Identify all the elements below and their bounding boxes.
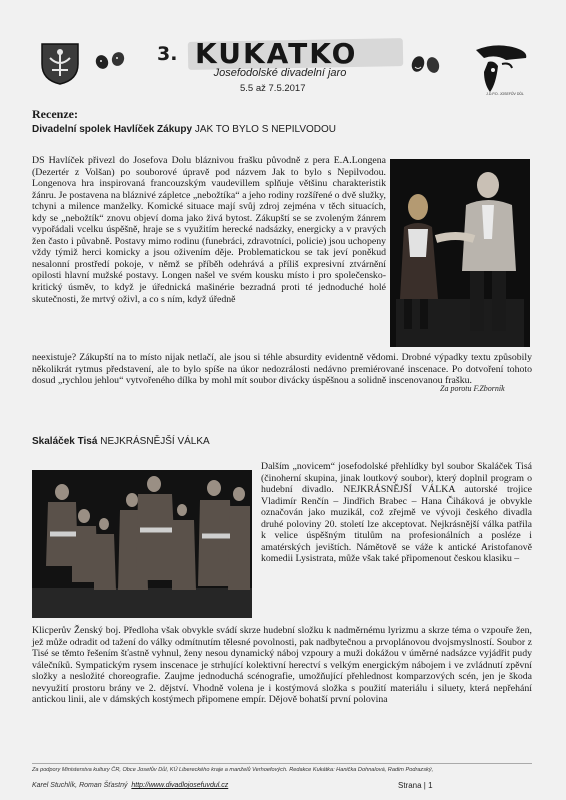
ensemble-name: Divadelní spolek Havlíček Zákupy xyxy=(32,124,193,135)
footer-credits: Za podpory Ministerstva kultury ČR, Obce Josefův Důl, KÚ Libereckého kraje a manželů Verhoefových. Redakce Kukátka: Hanička Dohnalová, Radim Podrazský, xyxy=(32,767,434,773)
play-title: NEJKRÁSNĚJŠÍ VÁLKA xyxy=(100,436,210,447)
article-body-continued: neexistuje? Zákupští na to místo nijak netlačí, ale jsou si téhle absurdity evidentně vědomi. Drobné výpadky textu způsobily několikrát rytmus představení, ale to bylo spíše na úkor nedozrálosti nedávno premiérované inscenace. Po dotvoření tohoto dosud „rychlou jehlou“ vytvořeného dílka by mohl mít soubor divácky úspěšnou a solidně inscenovanou frašku. xyxy=(32,352,532,387)
footer-divider xyxy=(32,763,532,764)
review-signature: Za porotu F.Zborník xyxy=(440,384,505,393)
article-body: DS Havlíček přivezl do Josefova Dolu bláznivou frašku původně z pera E.A.Longena (Dezertér z Volšan) po souborové úpravě pod názvem Jak to bylo s Nepilvodou. Longenova hra inspirovaná francouzským vaudevillem splňuje většinu charakteristik žánru. Je postavena na bláznivé zápletce „nebožtíka“ a jeho rodiny rozšířené o dvě služky, tchyni a milence manželky. Komické situace mají svůj zdroj zejména v těch situacích, kdy se „nebožtík“ znovu objeví doma jako živá bytost. Zákupští se se zvoleným žánrem vypořádali vcelku úspěšně, hraje se s využitím herecké nadsázky, energicky a v pravých žen často i půvabně. Postavy mimo rodinu (funebráci, zdravotníci, policie) jsou uchopeny vždy týmiž herci komicky a jsou oživením děje. Problematickou se tak jeví poněkud nesalonní prostředí pokoje, v němž se příběh odehrává a příliš expresivní ztvárnění opilosti hlavní mužské postavy. Longen našel ve svém kousku místo i pro společensko-kritický úsměv, to když je úřednická mašinérie bezradná proti té jednoduché holé skutečnosti, že mrtvý oživl, a co s ním, když úředně xyxy=(32,155,386,305)
performance-photo xyxy=(390,159,530,347)
footer-names xyxy=(32,782,228,789)
logo-caption: J.D.P.D. JOSEFŮV DŮL xyxy=(486,92,524,96)
issue-number: 3. xyxy=(157,43,178,65)
newsletter-title: KUKATKO xyxy=(195,37,358,70)
article-body: Dalším „novicem“ josefodolské přehlídky byl soubor Skaláček Tisá (činoherní skupina, jinak loutkový soubor), který doplnil program o hudební divadlo. NEJKRÁSNĚJŠÍ VÁLKA autorské trojice Vladimír Renčín – Jindřich Brabec – Hana Čiháková je obvykle označován jako muzikál, což zřejmě ve vývoji českého divadla druhé poloviny 20. století lze akceptovat. Nejkrásnější válka patřila k velice úspěšným titulům na profesionálních a posléze i amatérských jevištích. Námětově se váže k antické Aristofanově komedii Lysistrata, může však také připomenout českou klasiku – xyxy=(261,461,532,565)
website-link[interactable]: http://www.divadlojosefuvdul.cz xyxy=(131,782,229,789)
theatre-masks-icon xyxy=(92,50,132,70)
section-label: Recenze: xyxy=(32,107,78,121)
festival-logo-icon xyxy=(466,40,536,100)
article-heading xyxy=(32,436,210,447)
editor-names: Karel Stuchlík, Roman Šťastný xyxy=(32,782,128,789)
ensemble-name: Skaláček Tisá xyxy=(32,436,98,447)
festival-subtitle: Josefodolské divadelní jaro xyxy=(213,67,347,79)
festival-dates: 5.5 až 7.5.2017 xyxy=(240,83,306,94)
article-heading xyxy=(32,124,336,135)
municipal-crest-icon xyxy=(40,42,80,86)
play-title: JAK TO BYLO S NEPILVODOU xyxy=(194,124,337,135)
page-number: Strana | 1 xyxy=(398,781,433,790)
performance-photo xyxy=(32,470,252,618)
article-body-continued: Klicperův Ženský boj. Předloha však obvykle svádí skrze hudební složku k nadměrnému lyrizmu a skrze téma o vzpouře žen, jež může odradit od tažení do války odmítnutím tělesné povolnosti, pak nadbytečnou a prvoplánovou dvojsmyslností. Soubor z Tisé se těmto řešením šťastně vyhnul, ženy nesou dynamický náboj vzpoury a muži dokážou v úměrné nadsázce vyjádřit pudy válečníků. Sympatickým rysem inscenace je strhující kolektivní herectví s velkým energickým nábojem i ve zvládnutí zpěvní složky a nesložité choreografie. Zaujme jednoduchá scénografie, umožňující přehlednost komparzových scén, jen je škoda nevyužití prostoru brány ve 2. dějství. Vhodně volena je i kostýmová složka s použití materiálu i siluety, která nepřehání antickou linii, ale v dámských kostýmech připomene empír. Dějově bohatší první polovina xyxy=(32,625,532,706)
theatre-masks-icon xyxy=(408,52,444,76)
